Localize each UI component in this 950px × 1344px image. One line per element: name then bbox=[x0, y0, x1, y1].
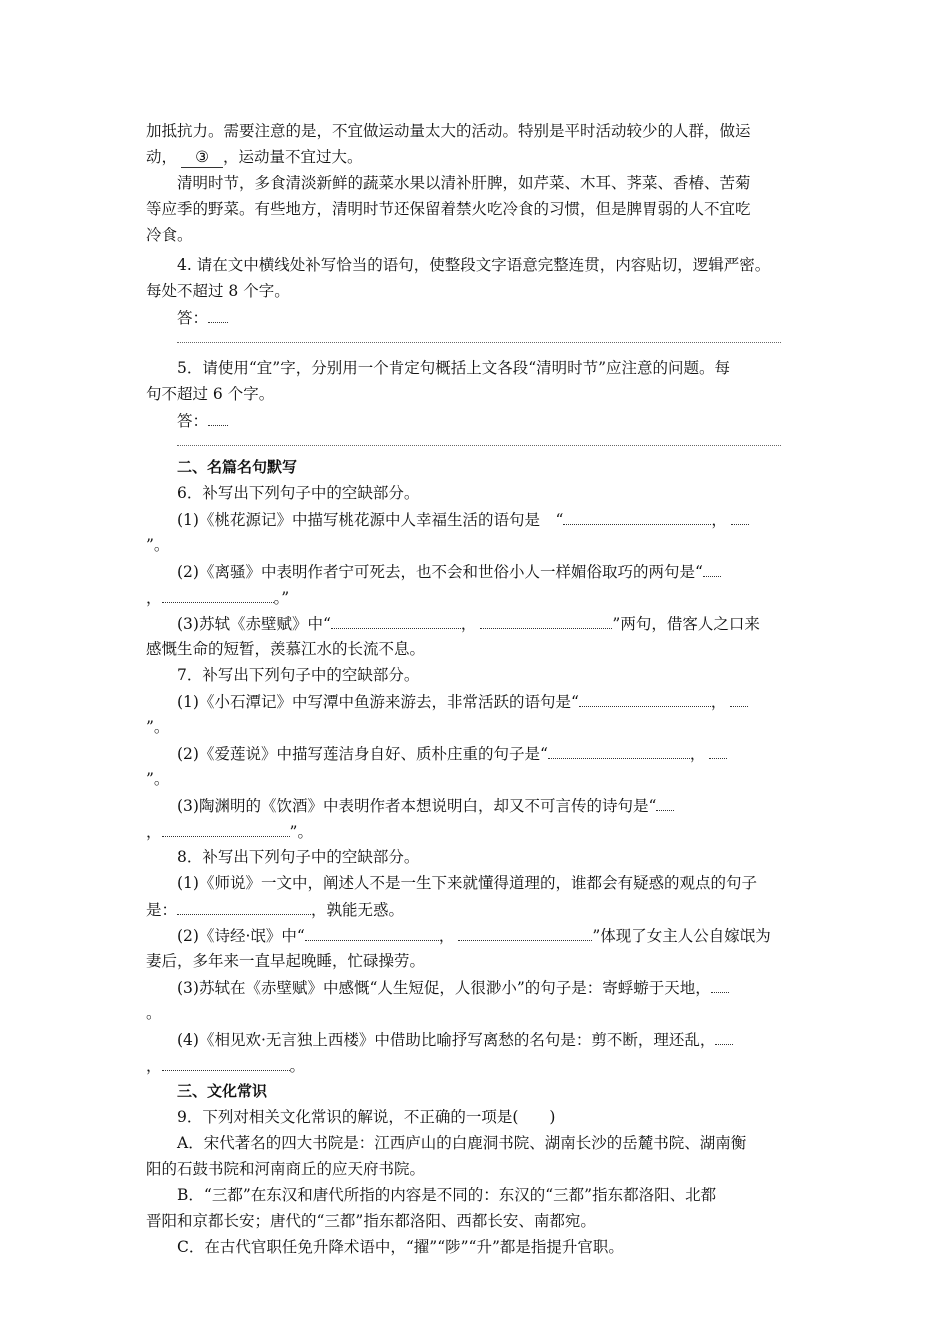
option-a-cont bbox=[146, 1156, 810, 1182]
text: 。 bbox=[289, 1057, 306, 1075]
sub-question bbox=[146, 792, 810, 818]
option-c[interactable] bbox=[146, 1234, 810, 1260]
answer-blank[interactable] bbox=[208, 304, 228, 323]
sub-question bbox=[146, 610, 810, 636]
fill-blank[interactable] bbox=[711, 974, 729, 993]
answer-blank[interactable] bbox=[208, 407, 228, 426]
option-text: A．宋代著名的四大书院是：江西庐山的白鹿洞书院、湖南长沙的岳麓书院、湖南衡 bbox=[177, 1134, 747, 1152]
question-8 bbox=[146, 844, 810, 870]
document-page bbox=[146, 118, 810, 1260]
question-text: 每处不超过 8 个字。 bbox=[146, 282, 290, 300]
fill-blank[interactable] bbox=[709, 740, 727, 759]
question-text: 8．补写出下列句子中的空缺部分。 bbox=[177, 848, 420, 866]
fill-blank[interactable] bbox=[730, 688, 748, 707]
fill-blank[interactable] bbox=[458, 922, 592, 941]
text: ， bbox=[711, 511, 727, 529]
paragraph-line bbox=[146, 144, 810, 170]
sub-question bbox=[146, 974, 810, 1000]
question-text: 4. 请在文中横线处补写恰当的语句，使整段文字语意完整连贯，内容贴切，逻辑严密。 bbox=[177, 256, 771, 274]
text: 。” bbox=[273, 589, 290, 607]
fill-blank[interactable] bbox=[656, 792, 674, 811]
question-6 bbox=[146, 480, 810, 506]
sub-question-cont bbox=[146, 584, 810, 610]
fill-blank[interactable] bbox=[548, 740, 690, 759]
option-text: 晋阳和京都长安；唐代的“三都”指东都洛阳、西都长安、南都宛。 bbox=[146, 1212, 596, 1230]
answer-line[interactable] bbox=[177, 433, 781, 446]
sub-question bbox=[146, 688, 810, 714]
text: 清明时节，多食清淡新鲜的蔬菜水果以清补肝脾，如芹菜、木耳、荠菜、香椿、苦菊 bbox=[177, 174, 751, 192]
question-text: 5．请使用“宜”字，分别用一个肯定句概括上文各段“清明时节”应注意的问题。每 bbox=[177, 359, 731, 377]
text: (1)《师说》一文中，阐述人不是一生下来就懂得道理的，谁都会有疑惑的观点的句子 bbox=[177, 874, 757, 892]
text: ，运动量不宜过大。 bbox=[223, 148, 363, 166]
sub-question-cont bbox=[146, 714, 810, 740]
text: 妻后，多年来一直早起晚睡，忙碌操劳。 bbox=[146, 952, 426, 970]
option-a[interactable] bbox=[146, 1130, 810, 1156]
sub-question bbox=[146, 870, 810, 896]
question-line bbox=[146, 381, 810, 407]
text: ，孰能无惑。 bbox=[311, 901, 405, 919]
text: ”。 bbox=[146, 536, 170, 554]
answer-row bbox=[146, 304, 810, 330]
question-9 bbox=[146, 1104, 810, 1130]
question-line bbox=[146, 278, 810, 304]
text: (4)《相见欢·无言独上西楼》中借助比喻抒写离愁的名句是：剪不断，理还乱， bbox=[177, 1031, 716, 1049]
text: ”。 bbox=[146, 718, 170, 736]
text: ”。 bbox=[146, 770, 170, 788]
answer-row bbox=[146, 407, 810, 433]
sub-question bbox=[146, 558, 810, 584]
fill-blank[interactable] bbox=[331, 610, 461, 629]
text: 。 bbox=[146, 1004, 162, 1022]
answer-line[interactable] bbox=[177, 330, 781, 343]
text: ”两句，借客人之口来 bbox=[612, 615, 760, 633]
text: ， bbox=[689, 745, 706, 763]
question-5 bbox=[146, 355, 810, 381]
question-4 bbox=[146, 252, 810, 278]
option-b-cont bbox=[146, 1208, 810, 1234]
answer-label: 答： bbox=[177, 309, 209, 327]
question-text: 句不超过 6 个字。 bbox=[146, 385, 275, 403]
blank-3[interactable]: ③ bbox=[181, 147, 223, 168]
text: 是： bbox=[146, 901, 178, 919]
fill-blank[interactable] bbox=[731, 506, 749, 525]
text: (2)《诗经·氓》中“ bbox=[177, 927, 305, 945]
fill-blank[interactable] bbox=[703, 558, 721, 577]
sub-question bbox=[146, 740, 810, 766]
sub-question-cont bbox=[146, 818, 810, 844]
text: (3)苏轼《赤壁赋》中“ bbox=[177, 615, 331, 633]
sub-question-cont bbox=[146, 1000, 810, 1026]
option-text: C．在古代官职任免升降术语中，“擢”“陟”“升”都是指提升官职。 bbox=[177, 1238, 624, 1256]
sub-question bbox=[146, 922, 810, 948]
question-text: 7．补写出下列句子中的空缺部分。 bbox=[177, 666, 420, 684]
option-b[interactable] bbox=[146, 1182, 810, 1208]
sub-question-cont bbox=[146, 636, 810, 662]
sub-question-cont bbox=[146, 896, 810, 922]
text: (2)《爱莲说》中描写莲洁身自好、质朴庄重的句子是“ bbox=[177, 745, 548, 763]
section-heading: 三、文化常识 bbox=[177, 1082, 268, 1100]
text: ， bbox=[146, 589, 162, 607]
paragraph-line bbox=[146, 222, 810, 248]
text: (1)《桃花源记》中描写桃花源中人幸福生活的语句是 “ bbox=[177, 511, 564, 529]
paragraph-line bbox=[146, 196, 810, 222]
question-7 bbox=[146, 662, 810, 688]
option-text: B．“三都”在东汉和唐代所指的内容是不同的：东汉的“三都”指东都洛阳、北都 bbox=[177, 1186, 717, 1204]
fill-blank[interactable] bbox=[162, 818, 290, 837]
question-text: 9．下列对相关文化常识的解说，不正确的一项是( ) bbox=[177, 1108, 556, 1126]
text: 感慨生命的短暂，羡慕江水的长流不息。 bbox=[146, 640, 426, 658]
fill-blank[interactable] bbox=[305, 922, 439, 941]
text: 加抵抗力。需要注意的是，不宜做运动量太大的活动。特别是平时活动较少的人群，做运 bbox=[146, 122, 751, 140]
fill-blank[interactable] bbox=[715, 1026, 733, 1045]
text: ”体现了女主人公自嫁氓为 bbox=[592, 927, 771, 945]
text: 等应季的野菜。有些地方，清明时节还保留着禁火吃冷食的习惯，但是脾胃弱的人不宜吃 bbox=[146, 200, 751, 218]
text: 动， bbox=[146, 148, 178, 166]
text: (3)苏轼在《赤壁赋》中感慨“人生短促，人很渺小”的句子是：寄蜉蝣于天地， bbox=[177, 979, 711, 997]
sub-question-cont bbox=[146, 766, 810, 792]
sub-question bbox=[146, 1026, 810, 1052]
paragraph-line bbox=[146, 118, 810, 144]
fill-blank[interactable] bbox=[162, 584, 274, 603]
question-text: 6．补写出下列句子中的空缺部分。 bbox=[177, 484, 420, 502]
text: ， bbox=[710, 693, 727, 711]
sub-question bbox=[146, 506, 810, 532]
text: (3)陶渊明的《饮酒》中表明作者本想说明白，却又不可言传的诗句是“ bbox=[177, 797, 657, 815]
text: ， bbox=[146, 823, 162, 841]
fill-blank[interactable] bbox=[177, 896, 311, 915]
fill-blank[interactable] bbox=[579, 688, 711, 707]
fill-blank[interactable] bbox=[563, 506, 711, 525]
text: ， bbox=[460, 615, 477, 633]
section-heading: 二、名篇名句默写 bbox=[177, 458, 298, 476]
text: (2)《离骚》中表明作者宁可死去，也不会和世俗小人一样媚俗取巧的两句是“ bbox=[177, 563, 703, 581]
fill-blank[interactable] bbox=[162, 1052, 290, 1071]
text: (1)《小石潭记》中写潭中鱼游来游去，非常活跃的语句是“ bbox=[177, 693, 579, 711]
option-text: 阳的石鼓书院和河南商丘的应天府书院。 bbox=[146, 1160, 426, 1178]
text: ”。 bbox=[289, 823, 313, 841]
text: ， bbox=[438, 927, 455, 945]
text: ， bbox=[146, 1057, 162, 1075]
fill-blank[interactable] bbox=[480, 610, 612, 629]
sub-question-cont bbox=[146, 948, 810, 974]
sub-question-cont bbox=[146, 1052, 810, 1078]
answer-label: 答： bbox=[177, 412, 209, 430]
text: 冷食。 bbox=[146, 226, 193, 244]
paragraph-line bbox=[146, 170, 810, 196]
sub-question-cont bbox=[146, 532, 810, 558]
